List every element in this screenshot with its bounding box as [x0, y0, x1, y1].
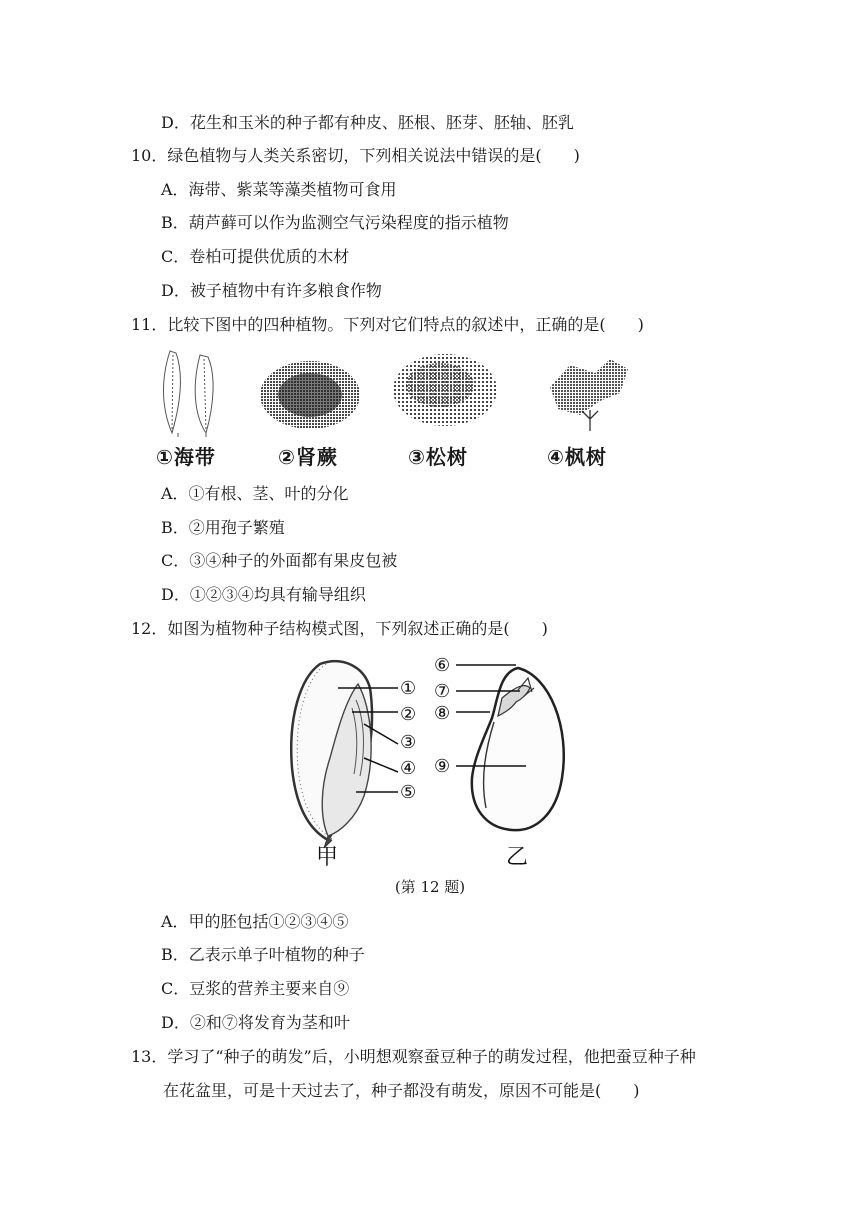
label-2: ② — [400, 704, 417, 725]
label-9: ⑨ — [434, 756, 451, 777]
label-6: ⑥ — [434, 655, 451, 676]
bean-seed-illustration — [472, 668, 564, 830]
label-4: ④ — [400, 758, 417, 779]
q11-plant-figure — [150, 345, 650, 470]
q12-option-b: B．乙表示单子叶植物的种子 — [161, 945, 365, 964]
label-8: ⑧ — [434, 703, 451, 724]
q12-figure-caption: (第 12 题) — [394, 878, 466, 896]
q13-stem-line1: 13．学习了“种子的萌发”后，小明想观察蚕豆种子的萌发过程，他把蚕豆种子种 — [131, 1047, 696, 1066]
seed-structure-figure — [280, 648, 590, 870]
maple-illustration — [550, 359, 628, 431]
q13-stem-line2: 在花盆里，可是十天过去了，种子都没有萌发，原因不可能是( ) — [163, 1081, 640, 1100]
plant-label-pine: ③松树 — [408, 445, 468, 469]
q12-option-a: A．甲的胚包括①②③④⑤ — [161, 912, 349, 931]
q12-option-d: D．②和⑦将发育为茎和叶 — [161, 1013, 350, 1032]
label-7: ⑦ — [434, 681, 451, 702]
q11-option-d: D．①②③④均具有输导组织 — [161, 585, 366, 604]
q10-option-b: B．葫芦藓可以作为监测空气污染程度的指示植物 — [161, 213, 509, 232]
q11-option-c: C．③④种子的外面都有果皮包被 — [161, 551, 398, 570]
q10-option-a: A．海带、紫菜等藻类植物可食用 — [161, 180, 397, 199]
corn-seed-illustration — [291, 661, 372, 848]
q10-option-d: D．被子植物中有许多粮食作物 — [161, 281, 382, 300]
diagram-name-jia: 甲 — [316, 845, 339, 870]
pine-illustration — [393, 354, 497, 426]
corn-seed-labels — [400, 678, 416, 803]
plant-label-maple: ④枫树 — [547, 445, 607, 469]
q12-option-c: C．豆浆的营养主要来自⑨ — [161, 979, 350, 998]
diagram-name-yi: 乙 — [506, 845, 529, 870]
label-3: ③ — [400, 732, 417, 753]
q11-option-a: A．①有根、茎、叶的分化 — [161, 484, 349, 503]
bean-seed-labels — [434, 655, 450, 777]
q10-stem: 10．绿色植物与人类关系密切，下列相关说法中错误的是( ) — [131, 146, 580, 165]
plant-illustrations — [150, 345, 650, 440]
plant-label-kelp: ①海带 — [156, 445, 216, 469]
q11-stem: 11．比较下图中的四种植物。下列对它们特点的叙述中，正确的是( ) — [131, 315, 644, 334]
q10-option-c: C．卷柏可提供优质的木材 — [161, 247, 350, 266]
label-1: ① — [400, 678, 417, 699]
q9-option-d: D．花生和玉米的种子都有种皮、胚根、胚芽、胚轴、胚乳 — [161, 113, 574, 132]
label-5: ⑤ — [400, 782, 417, 803]
q11-option-b: B．②用孢子繁殖 — [161, 518, 285, 537]
plant-label-fern: ②肾蕨 — [278, 445, 338, 469]
q12-seed-diagram — [280, 648, 590, 870]
kelp-illustration — [164, 351, 214, 437]
q12-stem: 12．如图为植物种子结构模式图，下列叙述正确的是( ) — [131, 619, 548, 638]
fern-illustration — [260, 361, 360, 429]
